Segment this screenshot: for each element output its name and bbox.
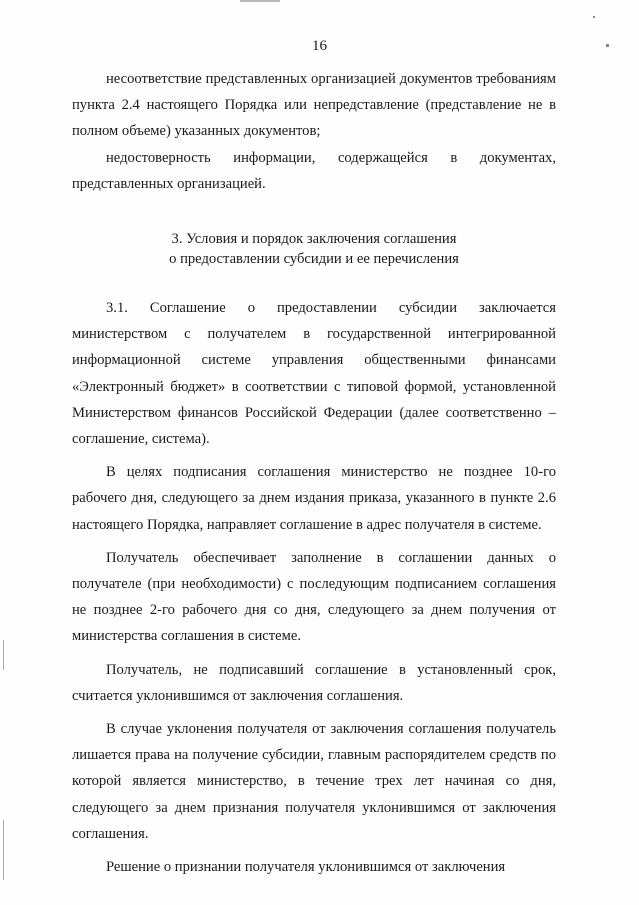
- scan-artifact: [3, 820, 4, 880]
- section-heading: [72, 229, 556, 269]
- paragraph: В случае уклонения получателя от заключения соглашения получатель лишается права на получение субсидии, главным распорядителем средств по которой является министерство, в течение трех лет начиная со дня, следующего за днем признания получателя уклонившимся от заключения соглашения.: [72, 721, 556, 842]
- paragraph: недостоверность информации, содержащейся в документах, представленных организацией.: [72, 149, 556, 192]
- page-number: 16: [312, 38, 327, 54]
- scan-artifact: [3, 640, 4, 670]
- scan-artifact: [593, 16, 595, 18]
- paragraph: Решение о признании получателя уклонившимся от заключения: [106, 859, 506, 876]
- paragraph: В целях подписания соглашения министерство не позднее 10-го рабочего дня, следующего за днем издания приказа, указанного в пункте 2.6 настоящего Порядка, направляет соглашение в адрес получателя в системе.: [72, 464, 556, 533]
- section-heading-line: 3. Условия и порядок заключения соглашения: [171, 231, 457, 248]
- section-heading-line: о предоставлении субсидии и ее перечисления: [169, 251, 459, 268]
- paragraph: несоответствие представленных организацией документов требованиям пункта 2.4 настоящего Порядка или непредставление (представление не в полном объеме) указанных документов;: [72, 71, 556, 140]
- paragraph: Получатель, не подписавший соглашение в установленный срок, считается уклонившимся от заключения соглашения.: [72, 661, 556, 704]
- scan-artifact: [240, 0, 280, 2]
- paragraph: Получатель обеспечивает заполнение в соглашении данных о получателе (при необходимости) с последующим подписанием соглашения не позднее 2-го рабочего дня со дня, следующего за днем получения от министерства соглашения в системе.: [72, 549, 556, 645]
- paragraph: 3.1. Соглашение о предоставлении субсидии заключается министерством с получателем в государственной интегрированной информационной системе управления общественными финансами «Электронный бюджет» в соответствии с типовой формой, установленной Министерством финансов Российской Федерации (далее соответственно – соглашение, система).: [72, 300, 556, 448]
- document-body: [72, 66, 556, 880]
